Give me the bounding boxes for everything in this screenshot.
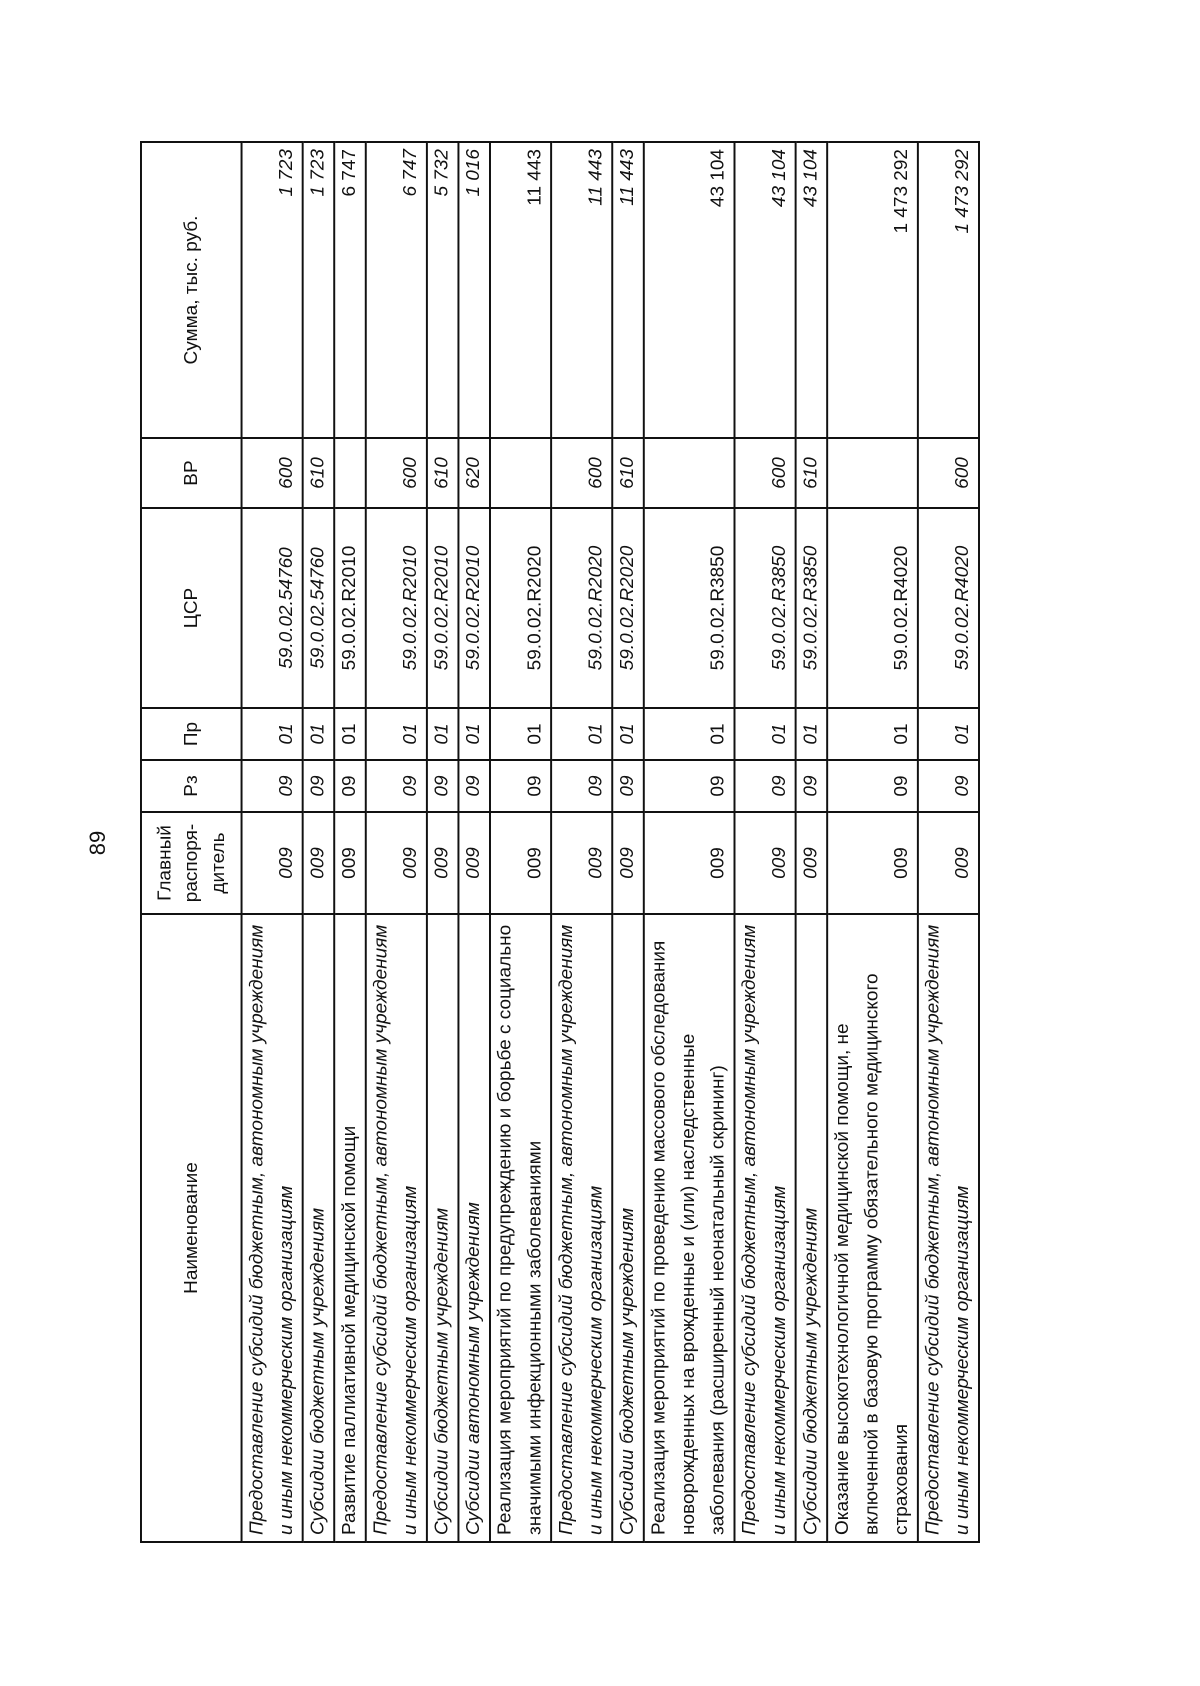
cell-pr: 01 xyxy=(551,708,612,760)
cell-vr: 610 xyxy=(427,438,459,508)
cell-rz: 09 xyxy=(334,760,366,812)
table-row xyxy=(303,142,335,1542)
cell-grbs: 009 xyxy=(796,812,828,914)
cell-grbs: 009 xyxy=(827,812,918,914)
cell-csr: 59.0.02.R2020 xyxy=(490,508,551,708)
cell-pr: 01 xyxy=(427,708,459,760)
cell-vr xyxy=(490,438,551,508)
cell-rz: 09 xyxy=(612,760,644,812)
cell-grbs: 009 xyxy=(366,812,427,914)
cell-rz: 09 xyxy=(303,760,335,812)
cell-vr xyxy=(334,438,366,508)
cell-name: Предоставление субсидий бюджетным, автономным учреждениям и иным некоммерческим организациям xyxy=(242,914,303,1542)
cell-rz: 09 xyxy=(242,760,303,812)
cell-csr: 59.0.02.R4020 xyxy=(918,508,979,708)
cell-vr xyxy=(827,438,918,508)
cell-grbs: 009 xyxy=(612,812,644,914)
cell-rz: 09 xyxy=(458,760,490,812)
table-row xyxy=(796,142,828,1542)
cell-sum: 11 443 xyxy=(490,142,551,438)
cell-sum: 1 723 xyxy=(303,142,335,438)
cell-sum: 11 443 xyxy=(551,142,612,438)
cell-name: Развитие паллиативной медицинской помощи xyxy=(334,914,366,1542)
cell-sum: 5 732 xyxy=(427,142,459,438)
cell-sum: 43 104 xyxy=(796,142,828,438)
cell-vr: 620 xyxy=(458,438,490,508)
cell-vr: 600 xyxy=(551,438,612,508)
cell-pr: 01 xyxy=(644,708,735,760)
cell-vr: 600 xyxy=(366,438,427,508)
table-row xyxy=(918,142,979,1542)
page-number: 89 xyxy=(85,830,110,856)
cell-vr: 610 xyxy=(612,438,644,508)
cell-sum: 6 747 xyxy=(334,142,366,438)
cell-rz: 09 xyxy=(644,760,735,812)
cell-name: Субсидии бюджетным учреждениям xyxy=(796,914,828,1542)
cell-name: Субсидии бюджетным учреждениям xyxy=(612,914,644,1542)
cell-csr: 59.0.02.R2010 xyxy=(427,508,459,708)
table-row xyxy=(612,142,644,1542)
cell-sum: 11 443 xyxy=(612,142,644,438)
cell-pr: 01 xyxy=(490,708,551,760)
table-row xyxy=(490,142,551,1542)
cell-grbs: 009 xyxy=(644,812,735,914)
cell-rz: 09 xyxy=(734,760,795,812)
cell-pr: 01 xyxy=(242,708,303,760)
cell-grbs: 009 xyxy=(551,812,612,914)
cell-sum: 43 104 xyxy=(644,142,735,438)
cell-csr: 59.0.02.R2020 xyxy=(612,508,644,708)
cell-name: Реализация мероприятий по проведению массового обследования новорожденных на врожденные и (или) наследственные заболевания (расширенный неонатальный скрининг) xyxy=(644,914,735,1542)
cell-name: Субсидии бюджетным учреждениям xyxy=(303,914,335,1542)
cell-grbs: 009 xyxy=(458,812,490,914)
cell-name: Предоставление субсидий бюджетным, автономным учреждениям и иным некоммерческим организациям xyxy=(551,914,612,1542)
cell-pr: 01 xyxy=(303,708,335,760)
cell-csr: 59.0.02.R2010 xyxy=(334,508,366,708)
cell-vr: 610 xyxy=(303,438,335,508)
cell-csr: 59.0.02.54760 xyxy=(303,508,335,708)
cell-name: Предоставление субсидий бюджетным, автономным учреждениям и иным некоммерческим организациям xyxy=(366,914,427,1542)
cell-pr: 01 xyxy=(918,708,979,760)
cell-sum: 1 016 xyxy=(458,142,490,438)
cell-grbs: 009 xyxy=(303,812,335,914)
table-row xyxy=(366,142,427,1542)
cell-grbs: 009 xyxy=(242,812,303,914)
cell-csr: 59.0.02.R2020 xyxy=(551,508,612,708)
cell-grbs: 009 xyxy=(918,812,979,914)
cell-sum: 1 473 292 xyxy=(827,142,918,438)
cell-vr: 600 xyxy=(918,438,979,508)
cell-pr: 01 xyxy=(827,708,918,760)
table-row xyxy=(644,142,735,1542)
cell-grbs: 009 xyxy=(334,812,366,914)
cell-pr: 01 xyxy=(334,708,366,760)
cell-rz: 09 xyxy=(827,760,918,812)
cell-name: Реализация мероприятий по предупреждению и борьбе с социально значимыми инфекционными заболеваниями xyxy=(490,914,551,1542)
cell-name: Субсидии бюджетным учреждениям xyxy=(427,914,459,1542)
cell-csr: 59.0.02.R2010 xyxy=(366,508,427,708)
cell-sum: 6 747 xyxy=(366,142,427,438)
table-row xyxy=(334,142,366,1542)
table-row xyxy=(427,142,459,1542)
cell-vr xyxy=(644,438,735,508)
rotated-table-container xyxy=(140,143,980,1543)
cell-rz: 09 xyxy=(490,760,551,812)
cell-name: Оказание высокотехнологичной медицинской помощи, не включенной в базовую программу обязательного медицинского страхования xyxy=(827,914,918,1542)
cell-name: Предоставление субсидий бюджетным, автономным учреждениям и иным некоммерческим организациям xyxy=(918,914,979,1542)
cell-sum: 1 473 292 xyxy=(918,142,979,438)
table-row xyxy=(242,142,303,1542)
cell-vr: 600 xyxy=(242,438,303,508)
cell-rz: 09 xyxy=(551,760,612,812)
cell-grbs: 009 xyxy=(427,812,459,914)
cell-csr: 59.0.02.R3850 xyxy=(734,508,795,708)
cell-pr: 01 xyxy=(458,708,490,760)
table-row xyxy=(827,142,918,1542)
header-name: Наименование xyxy=(141,914,242,1542)
table-row xyxy=(551,142,612,1542)
cell-rz: 09 xyxy=(366,760,427,812)
cell-pr: 01 xyxy=(796,708,828,760)
header-pr: Пр xyxy=(141,708,242,760)
cell-vr: 600 xyxy=(734,438,795,508)
budget-table xyxy=(140,141,980,1543)
header-grbs: Главный распоря-дитель xyxy=(141,812,242,914)
header-rz: Рз xyxy=(141,760,242,812)
cell-rz: 09 xyxy=(918,760,979,812)
cell-sum: 43 104 xyxy=(734,142,795,438)
header-vr: ВР xyxy=(141,438,242,508)
header-sum: Сумма, тыс. руб. xyxy=(141,142,242,438)
cell-pr: 01 xyxy=(366,708,427,760)
table-header-row xyxy=(141,142,242,1542)
cell-grbs: 009 xyxy=(734,812,795,914)
cell-csr: 59.0.02.R2010 xyxy=(458,508,490,708)
cell-csr: 59.0.02.54760 xyxy=(242,508,303,708)
table-row xyxy=(458,142,490,1542)
cell-csr: 59.0.02.R3850 xyxy=(644,508,735,708)
cell-grbs: 009 xyxy=(490,812,551,914)
cell-name: Субсидии автономным учреждениям xyxy=(458,914,490,1542)
table-row xyxy=(734,142,795,1542)
table-body xyxy=(242,142,979,1542)
header-csr: ЦСР xyxy=(141,508,242,708)
cell-csr: 59.0.02.R3850 xyxy=(796,508,828,708)
cell-vr: 610 xyxy=(796,438,828,508)
cell-pr: 01 xyxy=(734,708,795,760)
cell-sum: 1 723 xyxy=(242,142,303,438)
cell-name: Предоставление субсидий бюджетным, автономным учреждениям и иным некоммерческим организациям xyxy=(734,914,795,1542)
cell-csr: 59.0.02.R4020 xyxy=(827,508,918,708)
cell-rz: 09 xyxy=(427,760,459,812)
cell-rz: 09 xyxy=(796,760,828,812)
cell-pr: 01 xyxy=(612,708,644,760)
